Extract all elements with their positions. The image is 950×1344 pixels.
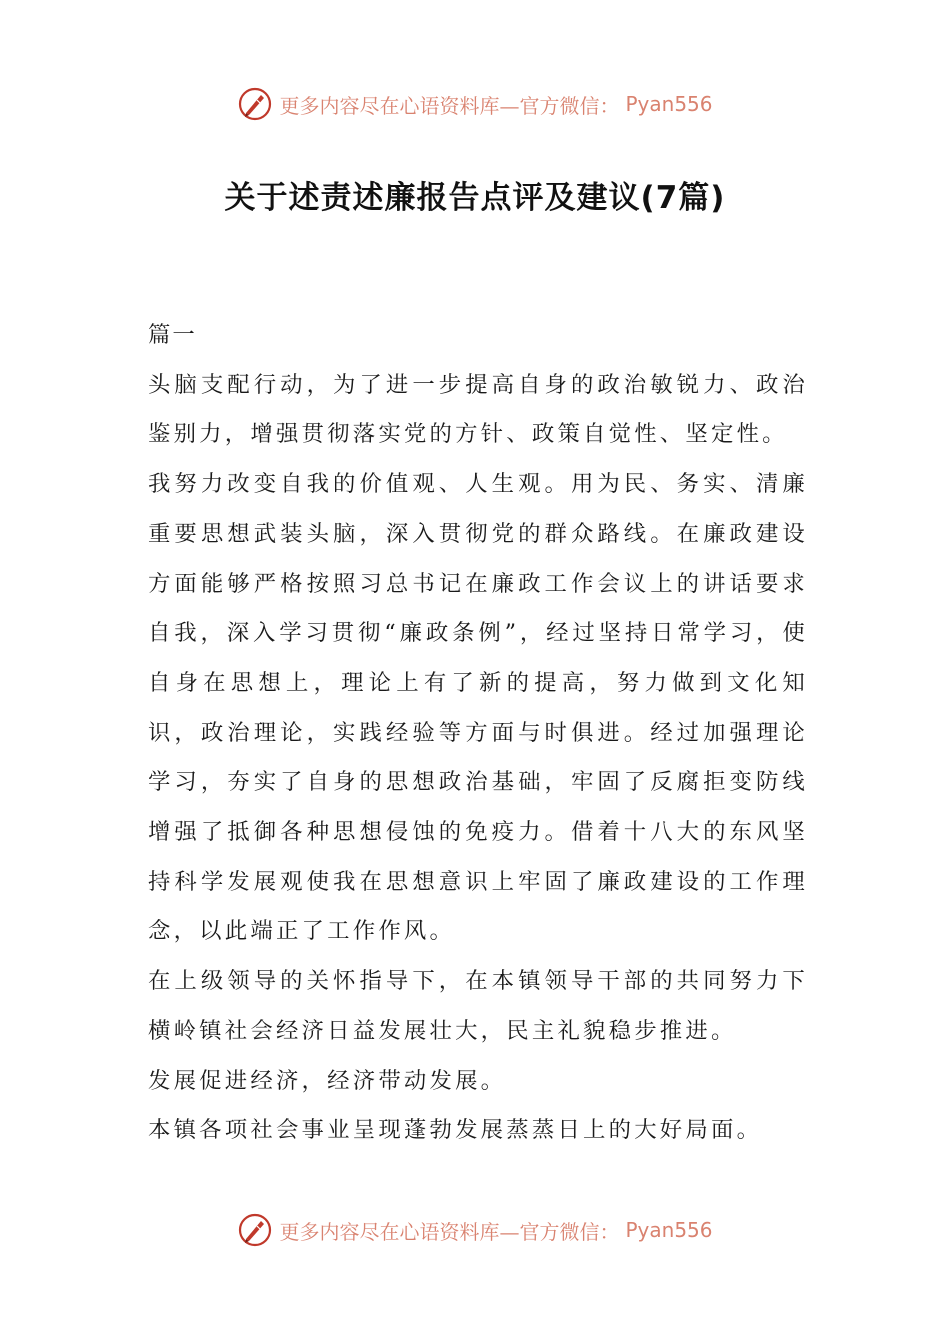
- header-watermark-banner: [0, 82, 950, 126]
- document-title: 关于述责述廉报告点评及建议(7篇): [224, 180, 726, 216]
- paragraph-1: 头脑支配行动，为了进一步提高自身的政治敏锐力、政治鉴别力，增强贯彻落实党的方针、政策自觉性、坚定性。: [148, 371, 808, 448]
- paragraph-5: 本镇各项社会事业呈现蓬勃发展蒸蒸日上的大好局面。: [148, 1117, 763, 1144]
- quill-pen-logo-icon: [237, 1212, 273, 1248]
- document-body: [148, 311, 808, 1156]
- wechat-id: Pyan556: [625, 92, 713, 116]
- paragraph-4: 发展促进经济，经济带动发展。: [148, 1067, 507, 1094]
- promo-text: 更多内容尽在心语资料库—官方微信：: [279, 93, 620, 118]
- quill-pen-logo-icon: [237, 86, 273, 122]
- section-heading: 篇一: [148, 322, 197, 348]
- paragraph-2: 我努力改变自我的价值观、人生观。用为民、务实、清廉重要思想武装头脑，深入贯彻党的群众路线。在廉政建设方面能够严格按照习总书记在廉政工作会议上的讲话要求自我，深入学习贯彻“廉政条例”，经过坚持日常学习，使自身在思想上，理论上有了新的提高，努力做到文化知识，政治理论，实践经验等方面与时俱进。经过加强理论学习，夯实了自身的思想政治基础，牢固了反腐拒变防线增强了抵御各种思想侵蚀的免疫力。借着十八大的东风坚持科学发展观使我在思想意识上牢固了廉政建设的工作理念，以此端正了工作作风。: [148, 471, 808, 945]
- paragraph-3: 在上级领导的关怀指导下，在本镇领导干部的共同努力下横岭镇社会经济日益发展壮大，民主礼貌稳步推进。: [148, 968, 808, 1044]
- footer-watermark-banner: [0, 1208, 950, 1252]
- wechat-id: Pyan556: [625, 1218, 713, 1242]
- promo-text: 更多内容尽在心语资料库—官方微信：: [279, 1219, 620, 1244]
